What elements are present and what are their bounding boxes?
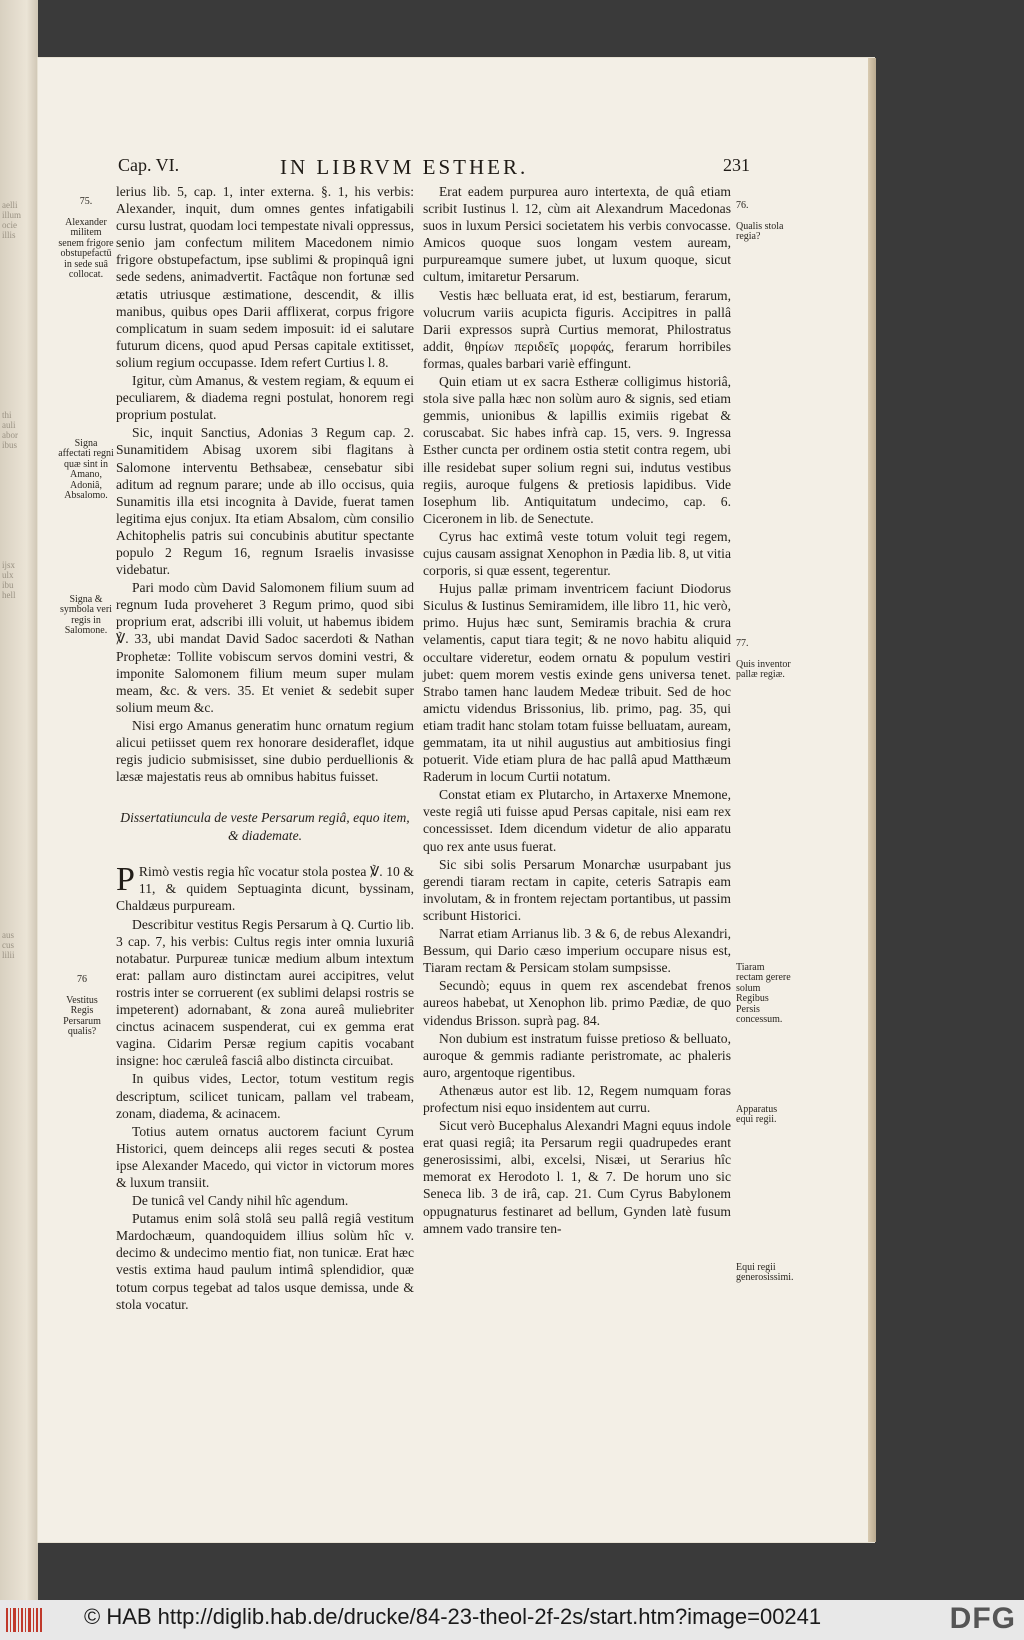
margin-note-number: 77. bbox=[736, 637, 749, 649]
paragraph: Totius autem ornatus auctorem faciunt Cyrum Historici, quem deinceps alii reges secuti & postea ipse Alexander Macedo, qui victor in victorum mores & luxum transiit. bbox=[116, 1123, 414, 1190]
left-text-column bbox=[116, 183, 414, 1314]
paragraph: Secundò; equus in quem rex ascendebat frenos aureos habebat, ut Xenophon lib. primo Pædiæ, de quo videndus Brisson. suprà pag. 84. bbox=[423, 978, 731, 1028]
margin-note-text: Tiaram rectam gerere solum Regibus Persis concessum. bbox=[736, 961, 791, 1025]
ghost-text: ijsx ulx ibu hell bbox=[2, 560, 16, 600]
paragraph: Athenæus autor est lib. 12, Regem numquam foras profectum nisi equo insidentem aut curru. bbox=[423, 1082, 731, 1115]
ghost-text: aus cus lilii bbox=[2, 930, 15, 960]
paragraph: Sic sibi solis Persarum Monarchæ usurpabant jus gerendi tiaram rectam in capite, ceteris Satrapis eam involutam, & in frontem rejectam portantibus, ut passim scribunt Historici. bbox=[423, 856, 731, 923]
paragraph: lerius lib. 5, cap. 1, inter externa. §. 1, his verbis: Alexander, inquit, dum omnes gentes infatigabili cursu lustrat, quodam loci tempestate nivali oppressus, senio jam confectum militem Macedonem nimio frigore obstupefactum, ipse sublimi & propinquâ igni sede sedens, animadvertit. Factâque non fortunæ sed ætatis utriusque æstimatione, descendit, & illis manibus, quibus opes Darii afflixerat, corpus frigore complicatum in suam sedem imposuit: id ei salutare futurum dicens, quod apud Persas capitale extitisset, solium regium occupasse. Idem refert Curtius l. 8. bbox=[116, 184, 414, 370]
ghost-text: aelli illum ocie illis bbox=[2, 200, 22, 240]
paragraph: In quibus vides, Lector, totum vestitum regis descriptum, scilicet tunicam, pallam vel trabeam, zonam, diadema, & acinacem. bbox=[116, 1071, 414, 1121]
section-subheading: Dissertatiuncula de veste Persarum regiâ, equo item, & diademate. bbox=[120, 810, 410, 844]
margin-note-number: 76. bbox=[736, 199, 749, 211]
margin-note-text: Equi regii generosissimi. bbox=[736, 1261, 794, 1283]
paragraph: Pari modo cùm David Salomonem filium suum ad regnum Iuda proveheret 3 Regum primo, quod sibi proprium erat, adscribi illi voluit, ut habemus ibidem ℣. 33, ubi mandat David Sadoc sacerdoti & Nathan Prophetæ: Tollite vobiscum servos domini vestri, & imponite Salomonem filium meum super mulam meam, &c. & vers. 35. Et veniet & sedebit super solium meum &c. bbox=[116, 580, 414, 715]
right-text-column bbox=[423, 183, 731, 1238]
margin-note-text: Vestitus Regis Persarum qualis? bbox=[63, 994, 101, 1037]
paragraph: Describitur vestitus Regis Persarum à Q. Curtio lib. 3 cap. 7, his verbis: Cultus regis inter omnia luxuriâ notabatur. Purpureæ tunicæ medium album intextum erat: pallam auro distinctam aurei accipitres, velut rostris inter se corruerent (ex sublimi delapsi rostris se impeterent) adornabant, & zona aureâ muliebriter cinctus acinacem suspenderat, cui ex gemma erat vagina. Cidarim Persæ regium capitis vocabant insigne: hoc cæruleâ fasciâ albo distincta circuibat. bbox=[116, 916, 414, 1069]
margin-note-right bbox=[736, 1094, 792, 1126]
margin-note-right bbox=[736, 628, 792, 681]
paragraph: Putamus enim solâ stolâ seu pallâ regiâ vestitum Mardochæum, quandoquidem illius solùm hîc v. decimo & undecimo mentio fiat, non tunicæ. Erat hæc vestis extima haud paulum intimâ splendidior, quæ totum corpus tegebat ad talos usque demissa, unde & stola vocatur. bbox=[116, 1211, 414, 1312]
paragraph: Vestis hæc belluata erat, id est, bestiarum, ferarum, volucrum variis acupicta figuris. Accipitres in pallâ Darii expressos suprà Curtius memorat, Philostratus addit, θηρίων περιδεῖς μορφάς, ferarum horribiles formas, quales barbari variè effingunt. bbox=[423, 287, 731, 371]
margin-note-text: Apparatus equi regii. bbox=[736, 1103, 778, 1125]
paragraph: Non dubium est instratum fuisse pretioso & belluato, auroque & gemmis radiante peristromate, ac phaleris auro, argentoque rigentibus. bbox=[423, 1030, 731, 1080]
margin-note-text: Alexander militem senem frigore obstupefactū in sede suâ collocat. bbox=[58, 216, 114, 280]
dfg-logo: DFG bbox=[949, 1602, 1016, 1635]
previous-page-edge bbox=[0, 0, 38, 1600]
paragraph: Cyrus hac extimâ veste totum voluit tegi regem, cujus causam assignat Xenophon in Pædia lib. 8, ut vitia corporis, si quæ essent, tegerentur. bbox=[423, 528, 731, 579]
margin-note-number: 75. bbox=[79, 195, 93, 207]
paragraph: Narrat etiam Arrianus lib. 3 & 6, de rebus Alexandri, Bessum, qui Dario cæso imperium occupare nisus est, Tiaram rectam & Persicam stolam sumpsisse. bbox=[423, 926, 731, 976]
running-title: IN LIBRVM ESTHER. bbox=[280, 155, 529, 179]
margin-note-number: 76 bbox=[77, 973, 87, 985]
page-header bbox=[118, 155, 750, 185]
paragraph: De tunicâ vel Candy nihil hîc agendum. bbox=[132, 1193, 349, 1209]
margin-note-right bbox=[736, 952, 792, 1026]
paragraph: Igitur, cùm Amanus, & vestem regiam, & equum ei peculiarem, & diadema regni postulat, honorem regi proprium postulat. bbox=[116, 373, 414, 423]
barcode-icon bbox=[4, 1606, 44, 1634]
margin-note-text: Signa & symbola veri regis in Salomone. bbox=[60, 593, 112, 636]
page-number: 231 bbox=[723, 155, 750, 175]
paragraph: Erat eadem purpurea auro intertexta, de quâ etiam scribit Iustinus l. 12, cùm ait Alexandrum Macedonas suos in luxum Persici societatem his verbis convocasse. Amicos quoque suos longam vestem auream, purpureamque sumere jubet, ut luxum quoque, sicut cultum, imitaretur Persarum. bbox=[423, 184, 731, 285]
margin-note-text: Signa affectati regni quæ sint in Amano, Adoniâ, Absalomo. bbox=[58, 437, 114, 501]
margin-note-left bbox=[58, 186, 114, 281]
paragraph: Sicut verò Bucephalus Alexandri Magni equus indole erat quasi regiâ; ita Persarum regii quadrupedes erant generosissimi, albi, excelsi, Nisæi, ut Serarius hîc memorat ex Herodoto l. 1, & 7. De horum uno sic Seneca lib. 3 de irâ, cap. 21. Cum Cyrus Babylonem oppugnaturus festinaret ad bellum, Gynden latè fusum amnem vado transire ten- bbox=[423, 1118, 731, 1236]
paragraph: PRimò vestis regia hîc vocatur stola postea ℣. 10 & 11, & quidem Septuaginta dicunt, byssinam, Chaldæus purpuream. bbox=[116, 861, 414, 914]
page-edge bbox=[868, 58, 876, 1542]
viewer-footer bbox=[0, 1600, 1024, 1640]
paragraph: Sic, inquit Sanctius, Adonias 3 Regum cap. 2. Sunamitidem Abisag uxorem sibi flagitans à Salomone interventu Bethsabeæ, censebatur sibi aditum ad regnum parare; unde ab illo occisus, quia Sunamitis illa etsi incognita à Davide, fuerat tamen legitima ejus conjux. Ita etiam Absalom, cùm consilio Achitophelis patris sui concubinis abutitur spectante populo 2 Regum 16, regnum Israelis invasisse videbatur. bbox=[116, 425, 414, 578]
margin-note-right bbox=[736, 190, 792, 243]
paragraph: Hujus pallæ primam inventricem faciunt Diodorus Siculus & Iustinus Semiramidem, ille libro 11, hic verò, primo. Hujus hæc sunt, Semiramis brachia & crura velamentis, caput tiara tegit; & ne novo habitu aliquid occultare videretur, eodem ornatu & populum vestiri jubet: quem morem vestis exinde gens universa tenet. Strabo tamen hanc laudem Medeæ tribuit. Sed de hoc amictu videndus Brissonius, lib. primo, pag. 35, qui etiam tradit hanc stolam totam fuisse belluatam, auream, gemmatam, ita ut nihil augustius aut ambitiosius fingi potuerit. Vide etiam plura de hac pallâ apud Matthæum Raderum in locum Curtii notatum. bbox=[423, 581, 731, 785]
margin-note-left bbox=[58, 584, 114, 637]
copyright-link[interactable]: © HAB http://diglib.hab.de/drucke/84-23-theol-2f-2s/start.htm?image=00241 bbox=[84, 1604, 822, 1629]
paragraph: Constat etiam ex Plutarcho, in Artaxerxe Mnemone, veste regiâ uti fuisse apud Persas capitale, nisi eam rex concessisset. Idem dicendum videtur de alio apparatu quo rex ante usus fuerat. bbox=[423, 787, 731, 854]
margin-note-left bbox=[58, 428, 114, 502]
margin-note-text: Quis inventor pallæ regiæ. bbox=[736, 658, 791, 680]
paragraph: Nisi ergo Amanus generatim hunc ornatum regium alicui petiisset quem rex honorare desideraflet, idque regis judicio submisisset, sine dubio perduellionis & læsæ majestatis reus ab omnibus habitus fuisset. bbox=[116, 717, 414, 785]
margin-note-text: Qualis stola regia? bbox=[736, 220, 784, 242]
margin-note-right bbox=[736, 1252, 792, 1284]
chapter-label: Cap. VI. bbox=[118, 155, 180, 175]
ghost-text: thi auli abor ibus bbox=[2, 410, 18, 450]
paragraph: Quin etiam ut ex sacra Estheræ colligimus historiâ, stola sive palla hæc non solùm auro & signis, sed etiam gemmis, unionibus & lapillis eximiis rigebat & coruscabat. Sic habes infrà cap. 15, vers. 9. Ingressa Esther cuncta per ordinem ostia stetit contra regem, ubi ille residebat super solium regni sui, indutus vestibus regiis, auroque fulgens & pretiosis lapidibus. Vide Iosephum lib. Antiquitatum undecimo, cap. 6. Ciceronem in lib. de Senectute. bbox=[423, 374, 731, 526]
margin-note-left bbox=[54, 964, 110, 1038]
